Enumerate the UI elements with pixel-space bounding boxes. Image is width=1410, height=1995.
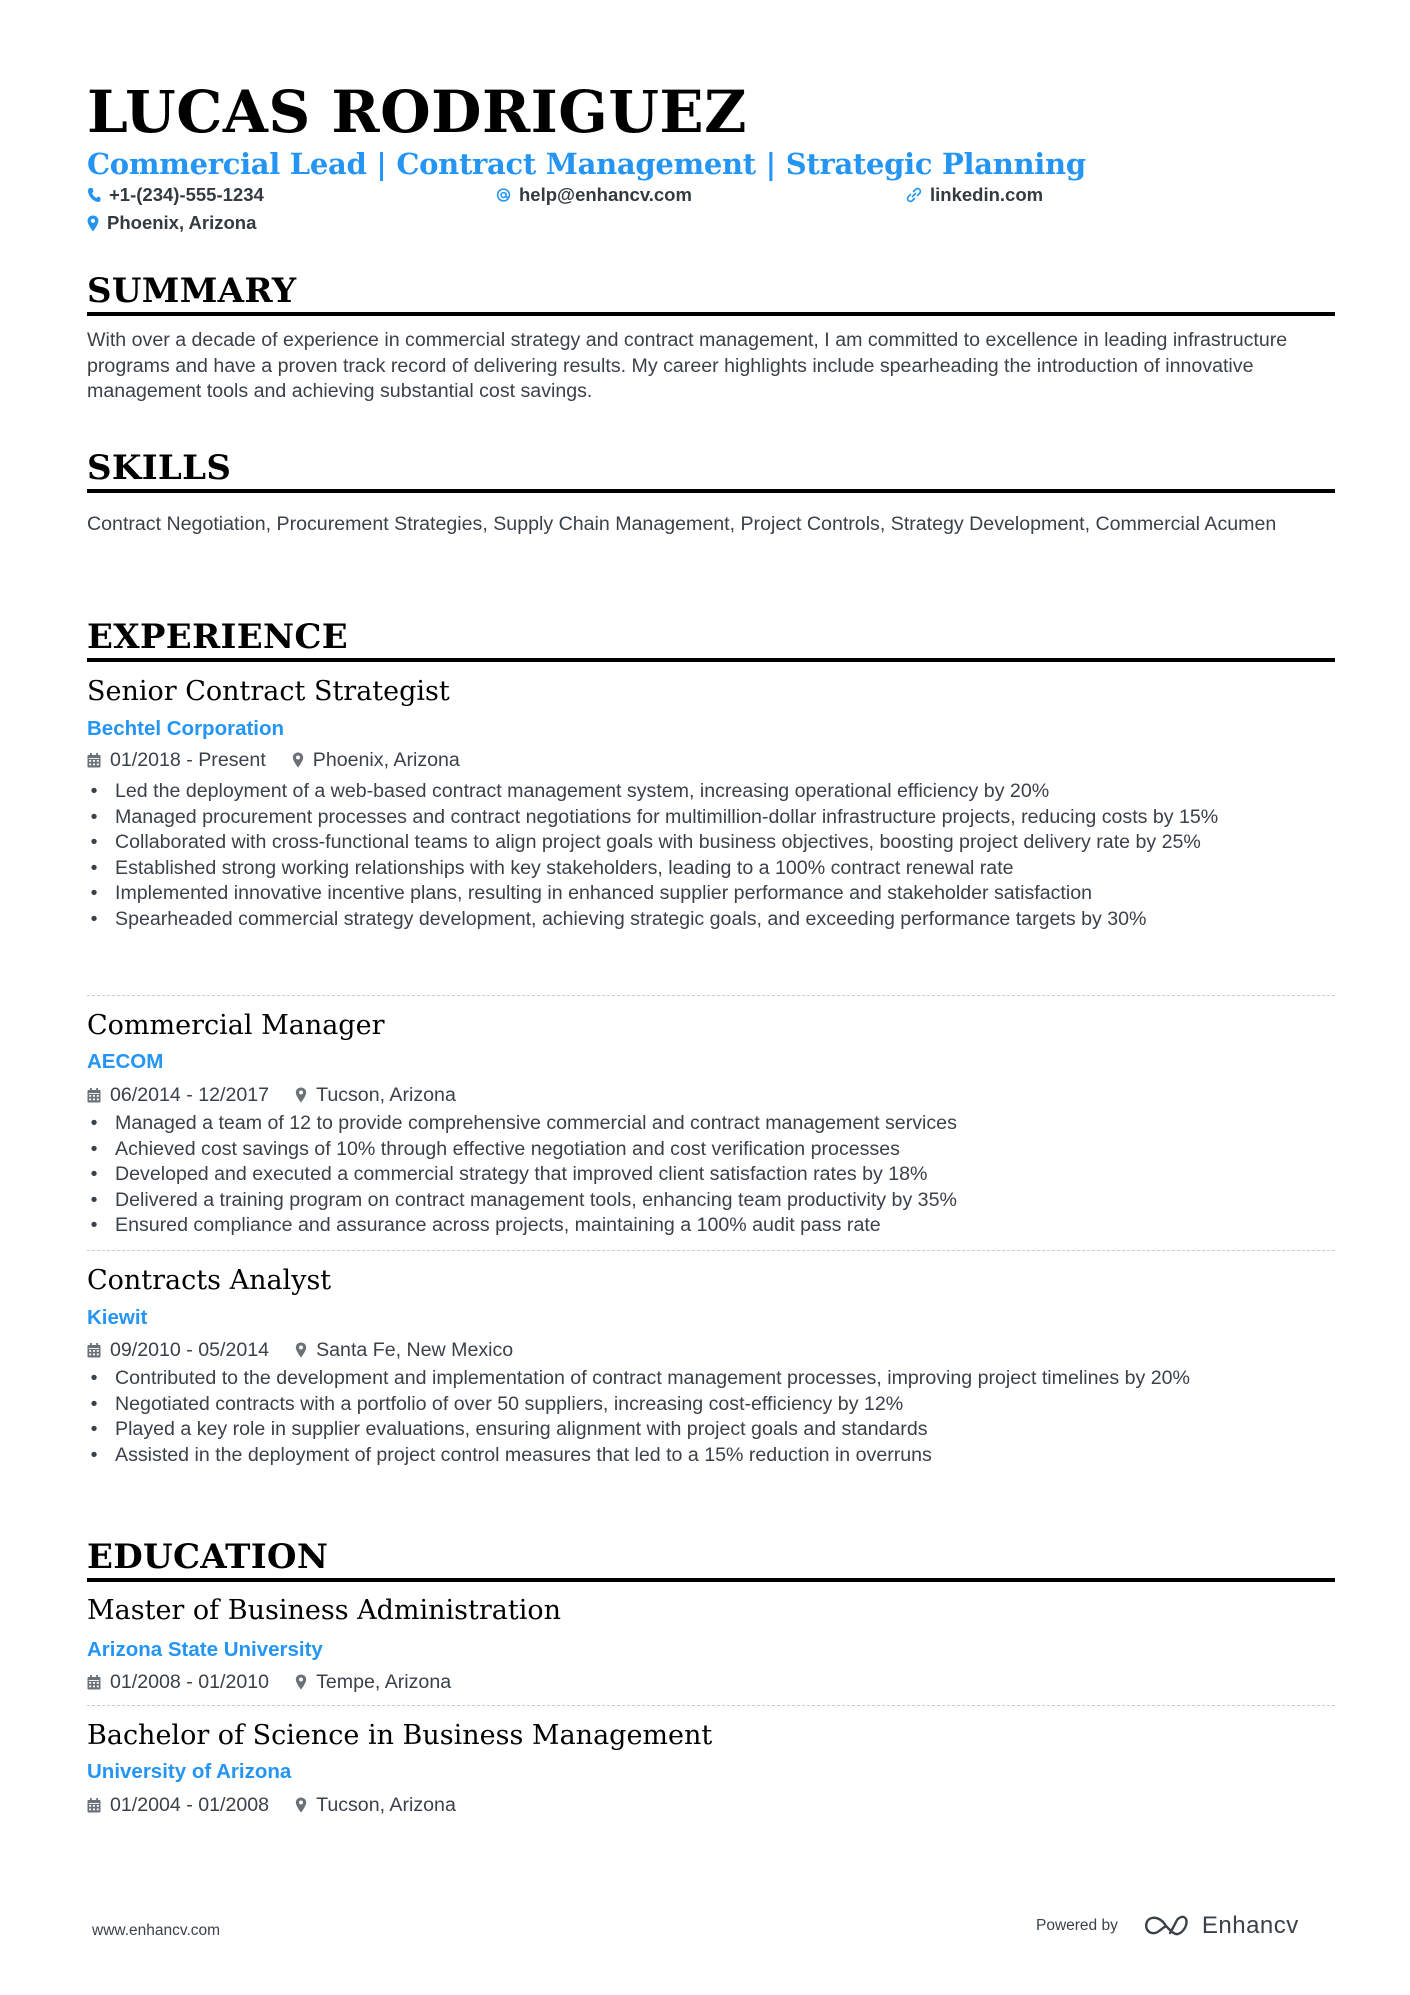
section-rule xyxy=(87,1578,1335,1582)
enhancv-logo-icon xyxy=(1144,1914,1190,1938)
calendar-icon xyxy=(87,1798,101,1813)
degree-title: Bachelor of Science in Business Management xyxy=(87,1720,713,1751)
bullet-item: • Led the deployment of a web-based contract management system, increasing operational efficiency by 20% xyxy=(90,780,1050,802)
job-dates: 01/2018 - Present xyxy=(87,747,266,773)
school-name: Arizona State University xyxy=(87,1638,323,1661)
powered-by-label: Powered by xyxy=(1036,1917,1118,1934)
school-name: University of Arizona xyxy=(87,1760,292,1783)
entry-divider xyxy=(87,1250,1335,1251)
section-title-summary: SUMMARY xyxy=(87,271,297,311)
job-meta xyxy=(87,747,486,773)
section-rule xyxy=(87,312,1335,316)
education-dates: 01/2004 - 01/2008 xyxy=(87,1792,269,1818)
map-pin-icon xyxy=(295,1087,307,1103)
bullet-item: • Played a key role in supplier evaluations, ensuring alignment with project goals and standards xyxy=(90,1418,928,1441)
job-location: Santa Fe, New Mexico xyxy=(295,1337,513,1363)
experience-section-header xyxy=(87,617,1335,657)
contact-phone[interactable] xyxy=(87,183,264,207)
skills-text: Contract Negotiation, Procurement Strategies, Supply Chain Management, Project Controls, Strategy Development, Commercial Acumen xyxy=(87,513,1277,535)
job-bullets xyxy=(87,1366,1335,1468)
bullet-item: • Developed and executed a commercial strategy that improved client satisfaction rates by 18% xyxy=(90,1163,928,1186)
summary-text: With over a decade of experience in commercial strategy and contract management, I am committed to excellence in leading infrastructure programs and have a proven track record of delivering results. My career highlights include spearheading the introduction of innovative management tools and achieving substantial cost savings. xyxy=(87,329,1288,403)
job-location: Tucson, Arizona xyxy=(295,1082,456,1108)
job-meta xyxy=(87,1337,539,1363)
job-location: Phoenix, Arizona xyxy=(292,747,460,773)
linkedin-text: linkedin.com xyxy=(930,184,1044,205)
entry-divider xyxy=(87,995,1335,996)
enhancv-logo[interactable] xyxy=(1144,1912,1299,1940)
entry-divider xyxy=(87,1705,1335,1706)
calendar-icon xyxy=(87,753,101,768)
link-icon xyxy=(906,187,922,203)
education-meta xyxy=(87,1669,477,1695)
job-meta xyxy=(87,1082,482,1108)
at-icon xyxy=(496,187,511,203)
bullet-item: • Spearheaded commercial strategy development, achieving strategic goals, and exceeding performance targets by 30% xyxy=(90,907,1147,930)
job-dates: 09/2010 - 05/2014 xyxy=(87,1337,269,1363)
section-title-skills: SKILLS xyxy=(87,448,232,488)
degree-title: Master of Business Administration xyxy=(87,1595,562,1626)
contact-location xyxy=(87,211,256,235)
contact-linkedin[interactable] xyxy=(906,183,1043,207)
job-bullets xyxy=(87,1111,1335,1239)
summary-section-header xyxy=(87,271,1335,311)
bullet-item: • Established strong working relationships with key stakeholders, leading to a 100% contract renewal rate xyxy=(90,856,1014,879)
skills-section-header xyxy=(87,448,1335,488)
map-pin-icon xyxy=(295,1797,307,1813)
map-pin-icon xyxy=(295,1674,307,1690)
map-pin-icon xyxy=(87,215,99,232)
company-name: AECOM xyxy=(87,1050,164,1073)
map-pin-icon xyxy=(295,1342,307,1358)
section-rule xyxy=(87,489,1335,493)
job-title: Commercial Manager xyxy=(87,1010,385,1041)
company-name: Bechtel Corporation xyxy=(87,717,285,740)
bullet-item: • Assisted in the deployment of project control measures that led to a 15% reduction in overruns xyxy=(90,1443,932,1466)
phone-text: +1-(234)-555-1234 xyxy=(109,184,264,205)
section-title-experience: EXPERIENCE xyxy=(87,617,348,657)
candidate-name: LUCAS RODRIGUEZ xyxy=(87,78,747,146)
company-name: Kiewit xyxy=(87,1306,148,1329)
section-title-education: EDUCATION xyxy=(87,1537,329,1577)
footer-branding xyxy=(1036,1912,1299,1940)
headline: Commercial Lead | Contract Management | Strategic Planning xyxy=(87,147,1086,181)
bullet-item: • Negotiated contracts with a portfolio of over 50 suppliers, increasing cost-efficiency by 12% xyxy=(90,1392,904,1415)
location-text: Phoenix, Arizona xyxy=(107,212,257,233)
phone-icon xyxy=(87,187,101,203)
calendar-icon xyxy=(87,1675,101,1690)
contact-email[interactable] xyxy=(496,183,692,207)
job-bullets xyxy=(87,779,1335,933)
job-title: Senior Contract Strategist xyxy=(87,676,450,707)
map-pin-icon xyxy=(292,752,304,768)
footer-website-link[interactable]: www.enhancv.com xyxy=(92,1922,221,1939)
bullet-item: • Managed a team of 12 to provide comprehensive commercial and contract management services xyxy=(90,1112,957,1134)
bullet-item: • Implemented innovative incentive plans, resulting in enhanced supplier performance and stakeholder satisfaction xyxy=(90,882,1092,905)
bullet-item: • Delivered a training program on contract management tools, enhancing team productivity by 35% xyxy=(90,1188,957,1211)
bullet-item: • Ensured compliance and assurance across projects, maintaining a 100% audit pass rate xyxy=(90,1214,881,1237)
bullet-item: • Contributed to the development and implementation of contract management processes, improving project timelines by 20% xyxy=(90,1367,1190,1389)
bullet-item: • Managed procurement processes and contract negotiations for multimillion-dollar infrastructure projects, reducing costs by 15% xyxy=(90,805,1219,828)
job-dates: 06/2014 - 12/2017 xyxy=(87,1082,269,1108)
calendar-icon xyxy=(87,1343,101,1358)
section-rule xyxy=(87,658,1335,662)
education-dates: 01/2008 - 01/2010 xyxy=(87,1669,269,1695)
bullet-item: • Collaborated with cross-functional teams to align project goals with business objectives, boosting project delivery rate by 25% xyxy=(90,831,1201,854)
brand-name: Enhancv xyxy=(1201,1912,1299,1939)
education-location: Tucson, Arizona xyxy=(295,1792,456,1818)
education-section-header xyxy=(87,1537,1335,1577)
bullet-item: • Achieved cost savings of 10% through effective negotiation and cost verification processes xyxy=(90,1137,900,1160)
education-location: Tempe, Arizona xyxy=(295,1669,451,1695)
calendar-icon xyxy=(87,1088,101,1103)
education-meta xyxy=(87,1792,482,1818)
email-text: help@enhancv.com xyxy=(519,184,692,205)
job-title: Contracts Analyst xyxy=(87,1265,332,1296)
